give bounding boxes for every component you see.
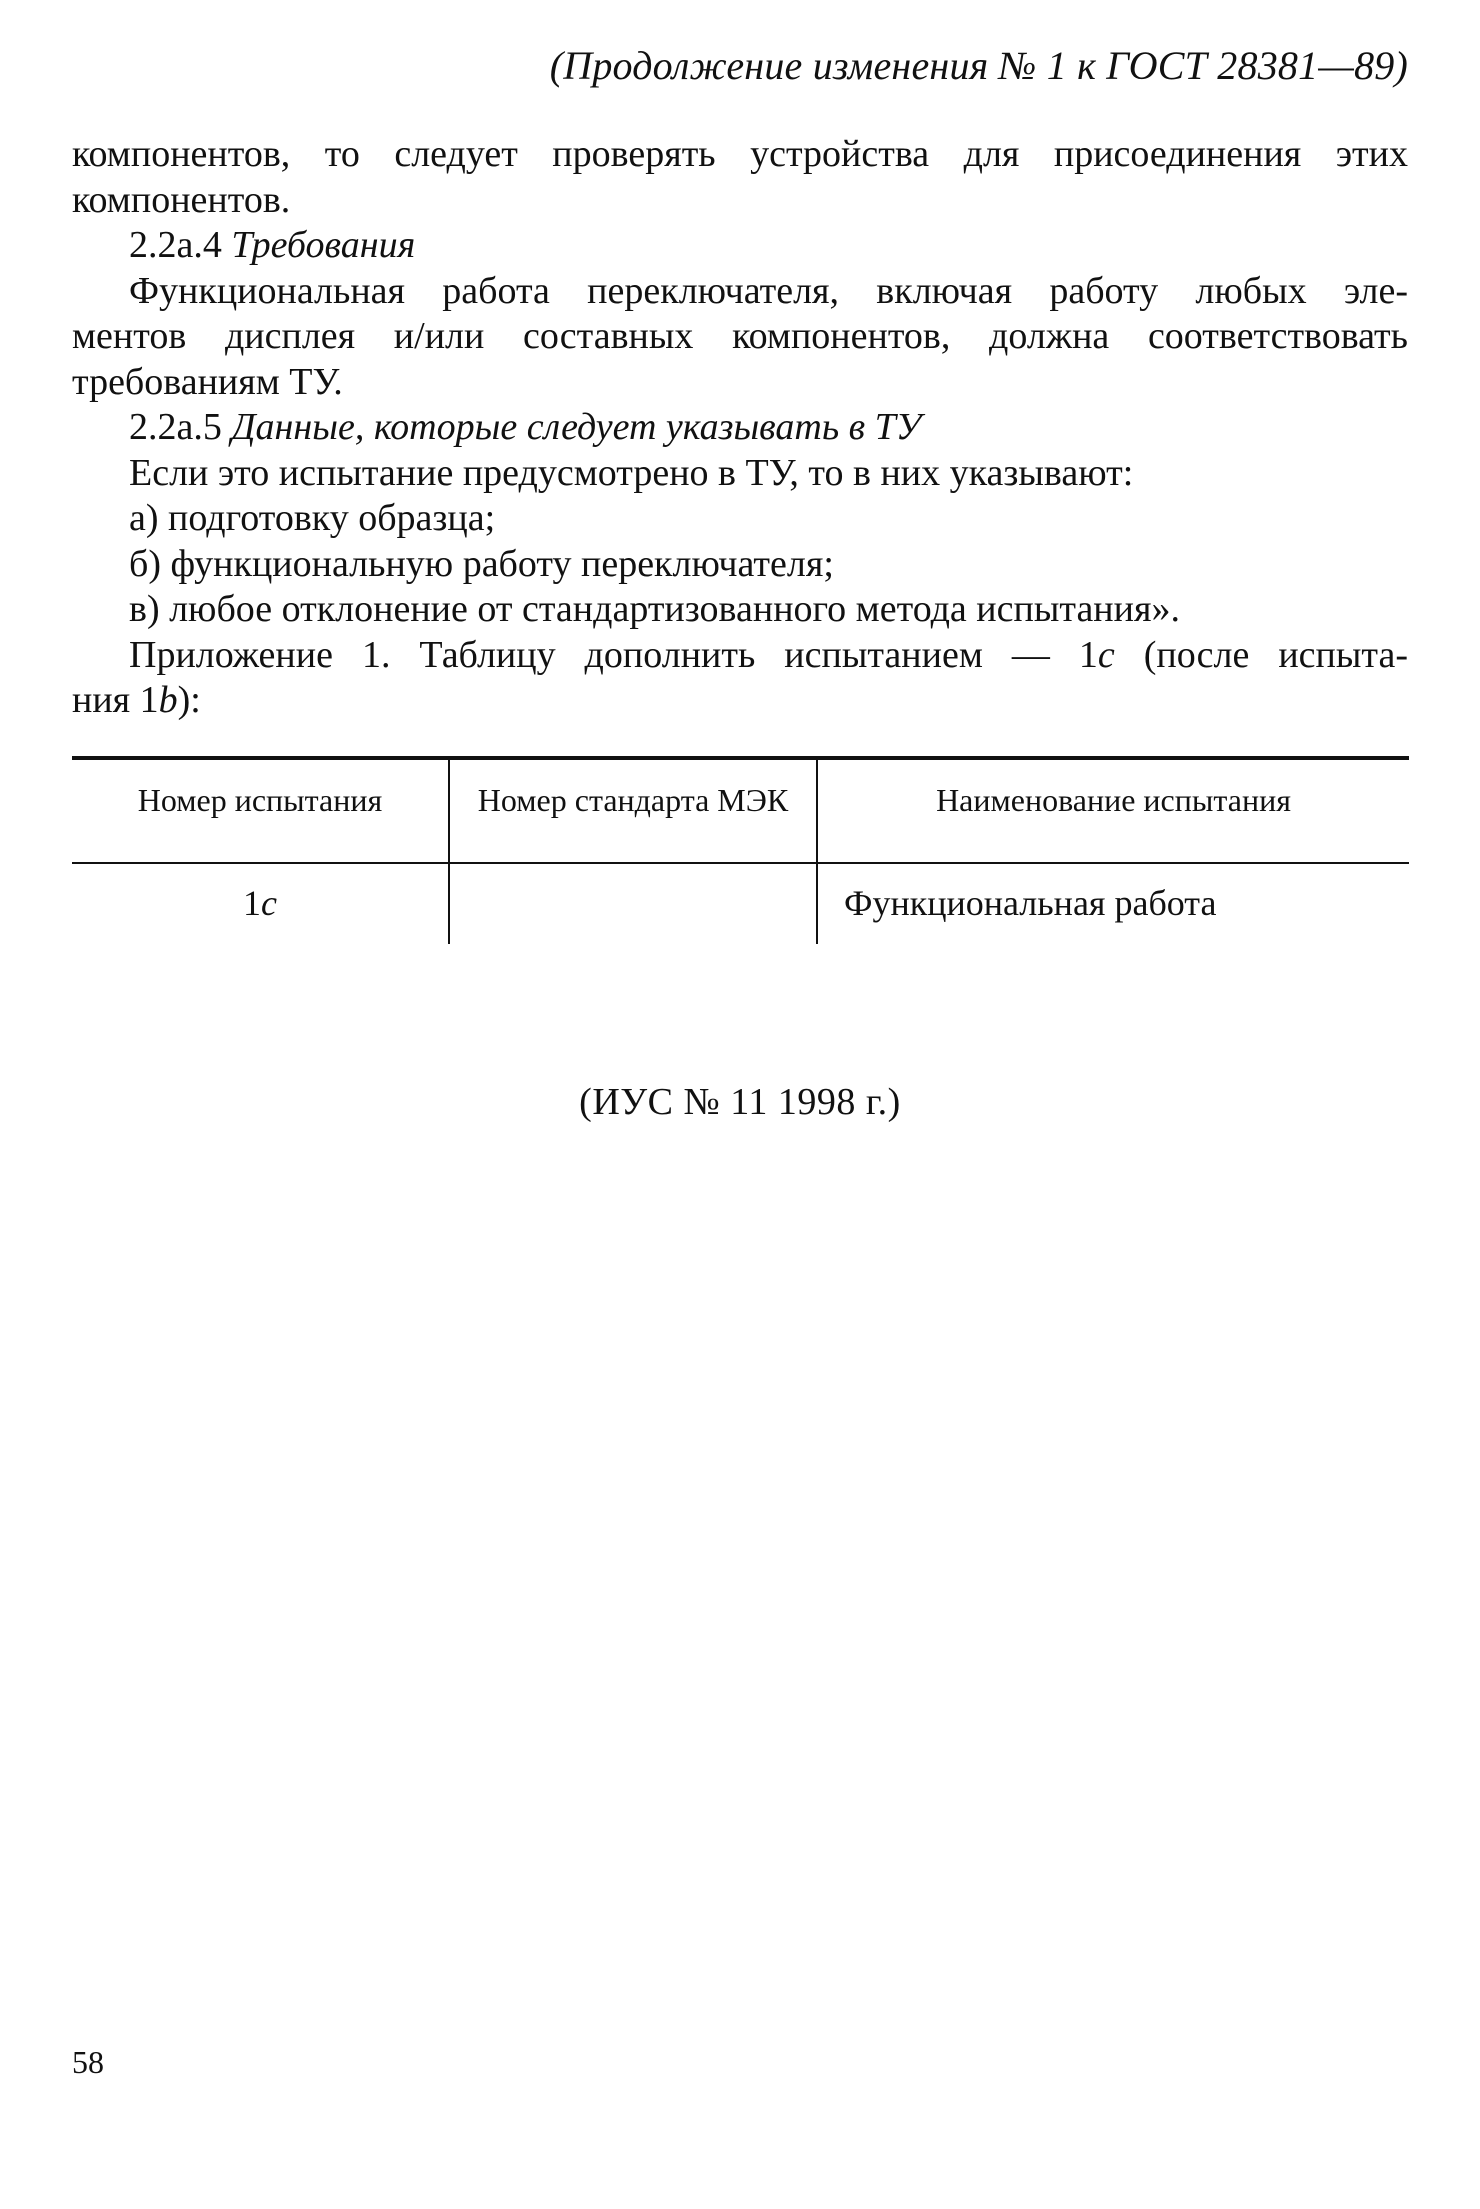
paragraph-continuation-line-1: компонентов, то следует проверять устройства для присоединения этих [72,133,1408,175]
section-title: Данные, которые следует указывать в ТУ [231,406,922,448]
page-number: 58 [72,2044,104,2080]
data-intro-paragraph: Если это испытание предусмотрено в ТУ, то в них указывают: [129,451,1134,494]
appendix-test-id: b [158,679,178,721]
test-number-suffix: c [261,883,277,923]
table-row [72,863,1409,944]
appendix-text-tail: (после испыта- [1114,633,1408,676]
cell-iec-standard [449,863,817,944]
appendix-test-id: c [1097,633,1115,676]
test-number-prefix: 1 [243,883,261,923]
column-header-test-number: Номер испытания [72,758,449,863]
requirements-paragraph-line-2: ментов дисплея и/или составных компонентов, должна соответствовать [72,315,1408,357]
ius-reference: (ИУС № 11 1998 г.) [579,1081,901,1123]
paragraph-continuation-line-2: компонентов. [72,178,291,221]
cell-test-name: Функциональная работа [817,863,1409,944]
section-2-2a-4-heading [72,223,1408,269]
column-header-test-name: Наименование испытания [817,758,1409,863]
section-2-2a-5-heading [72,405,1408,451]
tests-table [72,756,1409,944]
section-number: 2.2а.4 [129,224,222,266]
requirements-paragraph-line-3: требованиям ТУ. [72,360,343,403]
list-item-b: б) функциональную работу переключателя; [129,542,834,585]
cell-test-number [72,863,449,944]
table-header-row [72,758,1409,863]
list-item-c: в) любое отклонение от стандартизованного метода испытания». [129,588,1180,630]
list-item-a: а) подготовку образца; [129,497,496,539]
appendix-text-end: ): [177,679,201,721]
column-header-iec-standard: Номер стандарта МЭК [449,758,817,863]
appendix-text: ния 1 [72,679,159,721]
body-text [72,132,1408,724]
appendix-paragraph-line-1 [72,633,1408,679]
section-title: Требования [231,224,416,266]
appendix-text: Приложение 1. Таблицу дополнить испытанием — 1 [129,633,1098,676]
page-header: (Продолжение изменения № 1 к ГОСТ 28381—89) [549,43,1408,88]
requirements-paragraph-line-1: Функциональная работа переключателя, включая работу любых эле- [129,269,1408,312]
appendix-paragraph-line-2 [72,678,1408,724]
tests-table-wrapper [72,756,1409,944]
section-number: 2.2а.5 [129,406,222,448]
